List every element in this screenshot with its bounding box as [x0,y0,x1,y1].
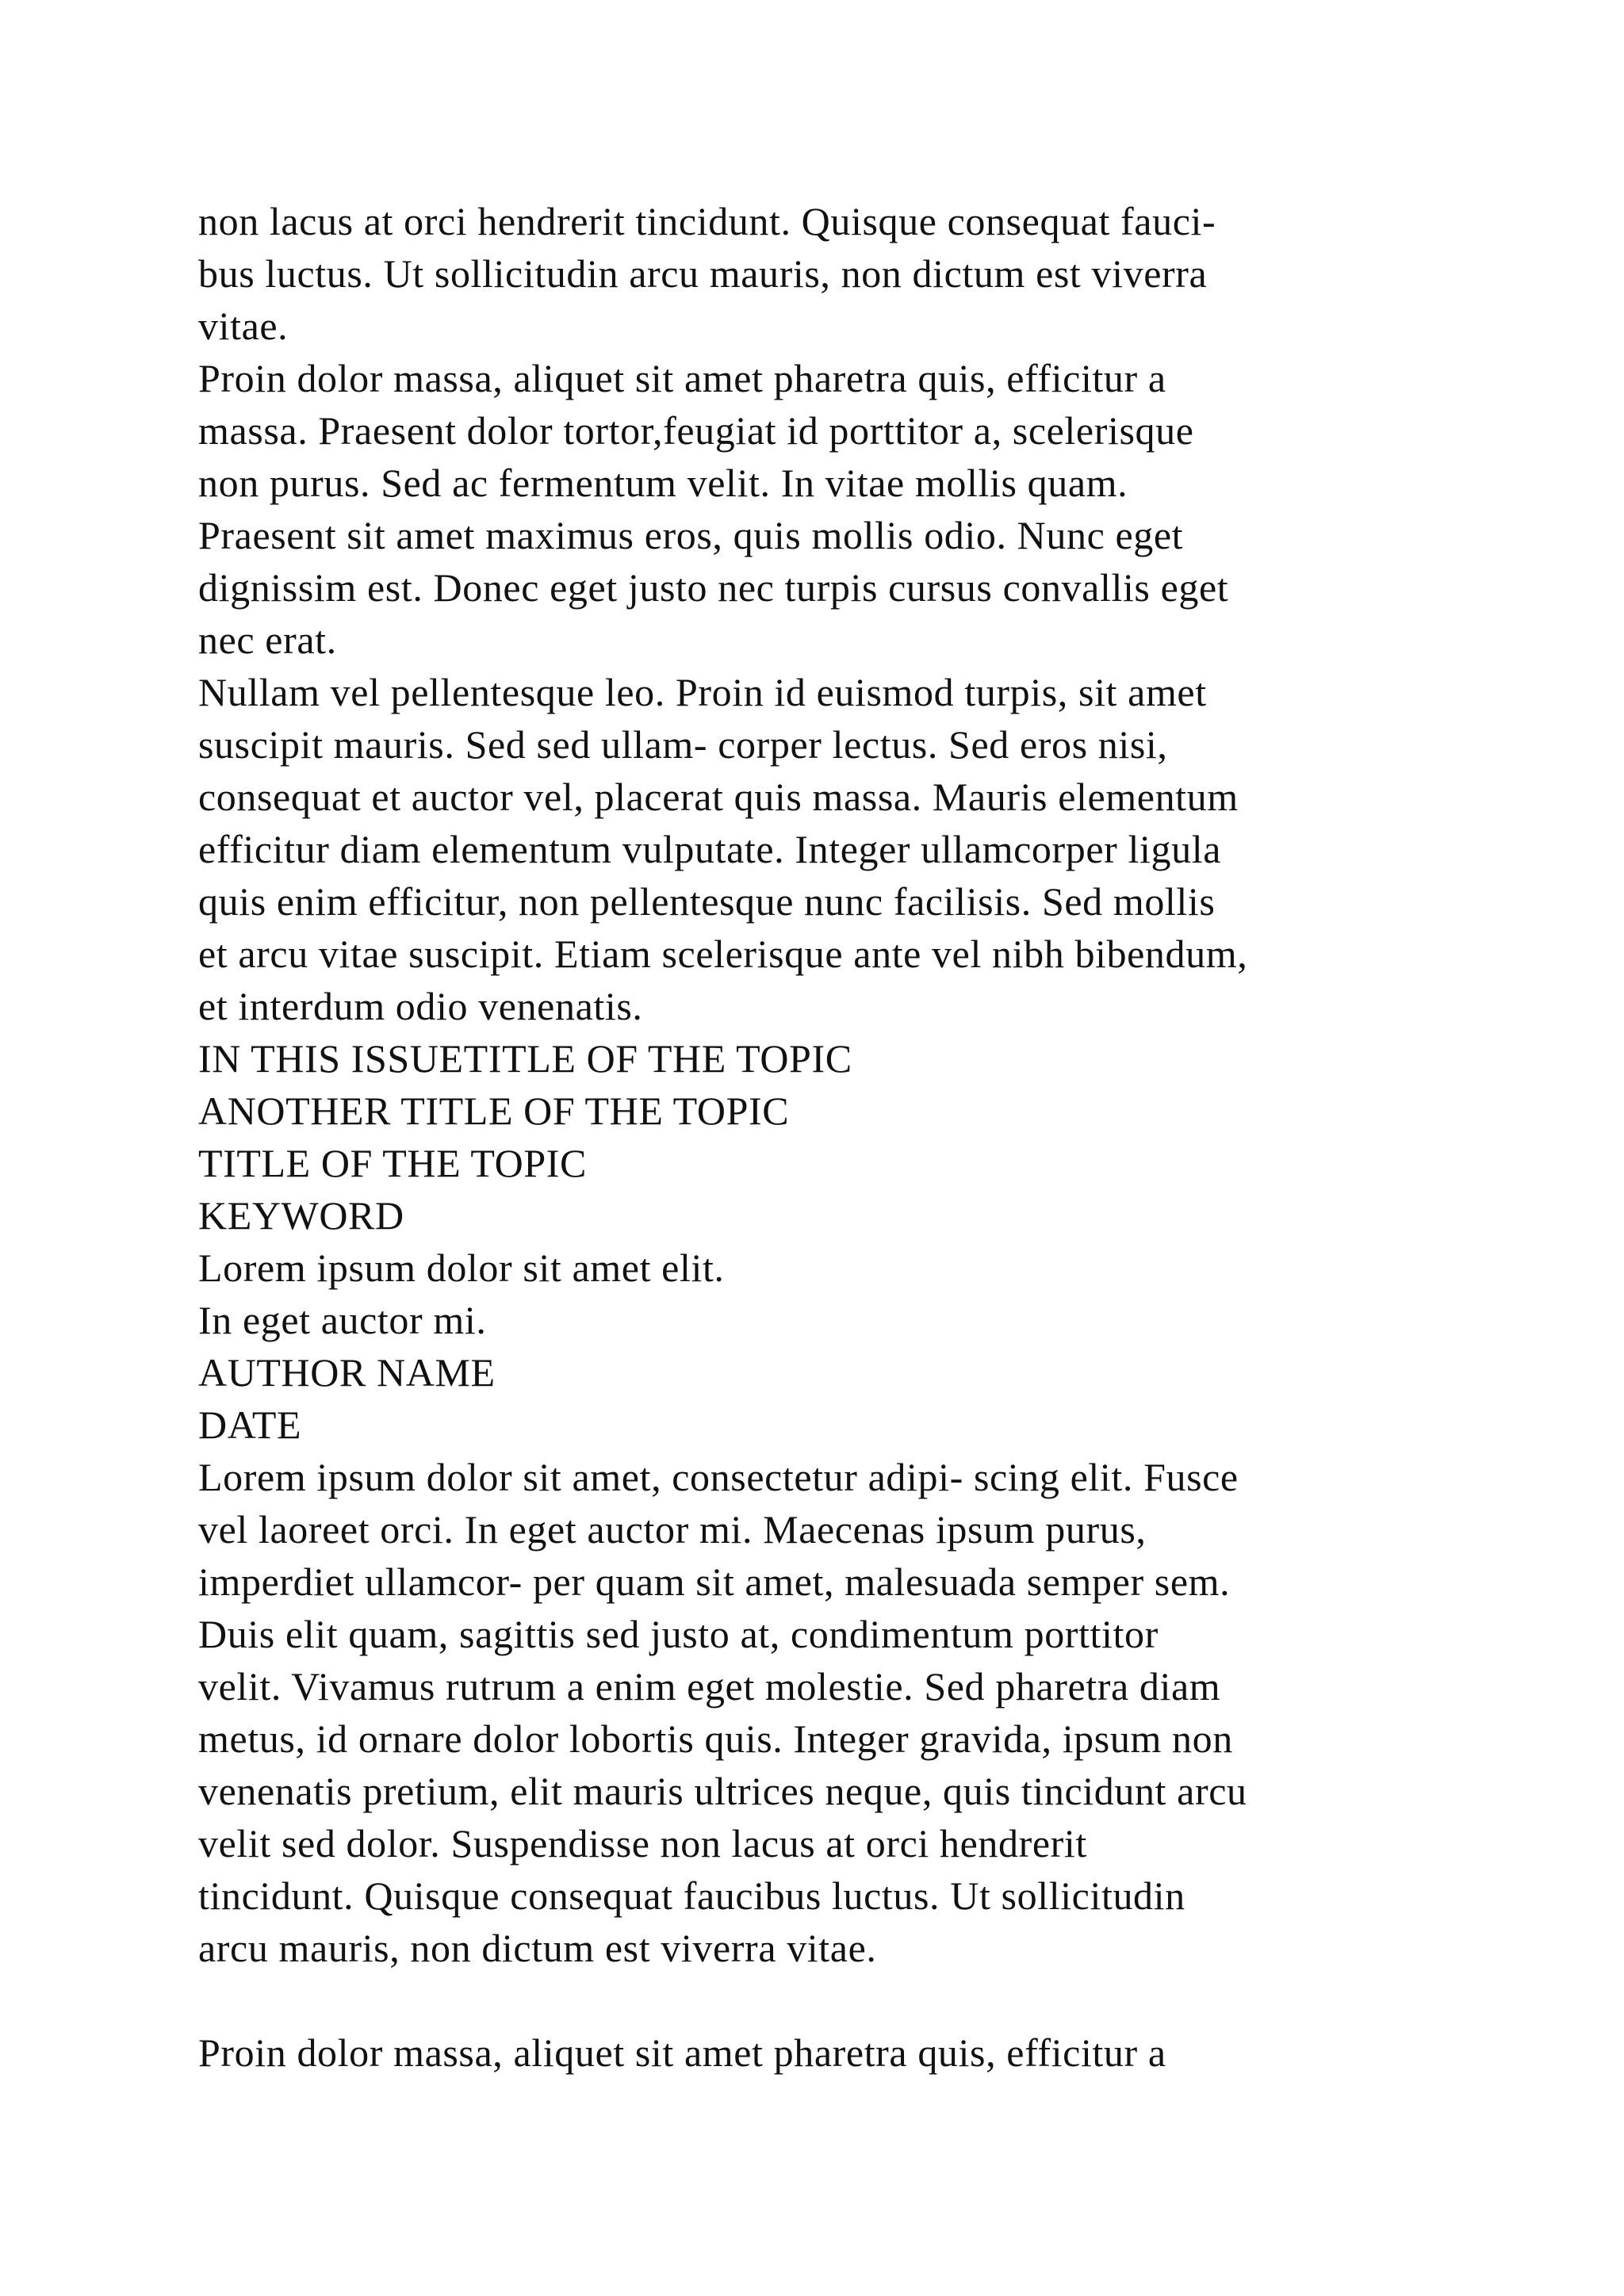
document-body [198,195,1467,2079]
text-line: non purus. Sed ac fermentum velit. In vitae mollis quam. [198,461,1128,505]
keyword-label: KEYWORD [198,1193,404,1238]
text-line: Proin dolor massa, aliquet sit amet pharetra quis, efficitur a [198,2030,1166,2075]
text-line: Praesent sit amet maximus eros, quis mollis odio. Nunc eget [198,513,1184,557]
text-line: arcu mauris, non dictum est viverra vitae. [198,1926,877,1970]
text-line: Lorem ipsum dolor sit amet, consectetur adipi- scing elit. Fusce [198,1455,1239,1499]
text-line: et interdum odio venenatis. [198,984,643,1028]
text-line: Nullam vel pellentesque leo. Proin id euismod turpis, sit amet [198,670,1207,714]
section-heading: ANOTHER TITLE OF THE TOPIC [198,1089,790,1133]
text-line: venenatis pretium, elit mauris ultrices neque, quis tincidunt arcu [198,1769,1247,1813]
text-line: imperdiet ullamcor- per quam sit amet, malesuada semper sem. [198,1559,1231,1604]
section-heading: IN THIS ISSUETITLE OF THE TOPIC [198,1036,852,1081]
text-line: consequat et auctor vel, placerat quis massa. Mauris elementum [198,775,1239,819]
text-line: metus, id ornare dolor lobortis quis. Integer gravida, ipsum non [198,1716,1233,1761]
text-line: tincidunt. Quisque consequat faucibus luctus. Ut sollicitudin [198,1873,1185,1918]
text-line: non lacus at orci hendrerit tincidunt. Quisque consequat fauci- [198,199,1216,243]
text-line: vitae. [198,304,289,348]
text-line: Duis elit quam, sagittis sed justo at, condimentum porttitor [198,1612,1159,1656]
text-line: massa. Praesent dolor tortor,feugiat id porttitor a, scelerisque [198,408,1194,453]
date-label: DATE [198,1402,302,1447]
text-line: et arcu vitae suscipit. Etiam scelerisque ante vel nibh bibendum, [198,932,1248,976]
text-line: In eget auctor mi. [198,1298,487,1342]
blank-line [198,1974,1467,2026]
text-line: vel laoreet orci. In eget auctor mi. Maecenas ipsum purus, [198,1507,1147,1552]
text-line: dignissim est. Donec eget justo nec turpis cursus convallis eget [198,565,1229,610]
text-line: efficitur diam elementum vulputate. Integer ullamcorper ligula [198,827,1221,871]
text-line: quis enim efficitur, non pellentesque nunc facilisis. Sed mollis [198,879,1216,924]
text-line: velit sed dolor. Suspendisse non lacus at orci hendrerit [198,1821,1087,1866]
text-line: Lorem ipsum dolor sit amet elit. [198,1246,725,1290]
text-line: Proin dolor massa, aliquet sit amet pharetra quis, efficitur a [198,356,1166,400]
text-line: bus luctus. Ut sollicitudin arcu mauris, non dictum est viverra [198,251,1208,296]
section-heading: TITLE OF THE TOPIC [198,1141,587,1185]
text-line: velit. Vivamus rutrum a enim eget molestie. Sed pharetra diam [198,1664,1221,1709]
text-line: suscipit mauris. Sed sed ullam- corper lectus. Sed eros nisi, [198,722,1168,767]
text-line: nec erat. [198,618,337,662]
author-name: AUTHOR NAME [198,1350,496,1395]
